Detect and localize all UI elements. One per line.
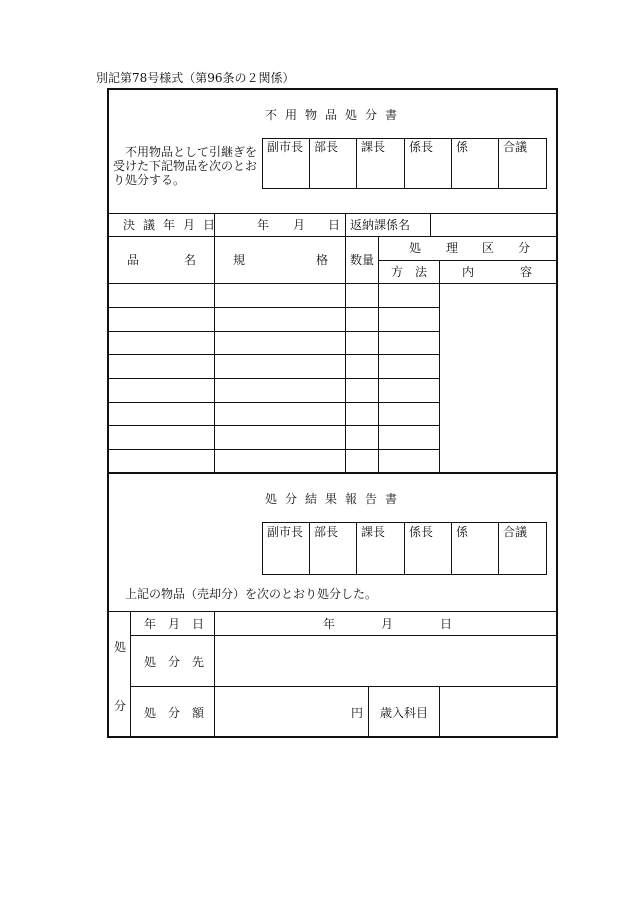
disposal-title: 不用物品処分書 xyxy=(264,108,405,122)
disposal-intro-line-2: 受けた下記物品を次のとお xyxy=(113,159,258,173)
disposal-approval-chief: 係長 xyxy=(409,140,434,154)
report-approval-manager: 課長 xyxy=(361,525,386,539)
decision-date-year: 年 xyxy=(257,218,270,232)
col-item-2: 名 xyxy=(184,253,197,267)
report-approval-chief: 係長 xyxy=(409,525,434,539)
disposal-approval-vice-mayor: 副市長 xyxy=(267,140,304,154)
report-amount-label: 処 分 額 xyxy=(144,706,205,720)
col-item-1: 品 xyxy=(127,253,140,267)
report-title: 処分結果報告書 xyxy=(264,492,405,506)
col-content-2: 容 xyxy=(520,265,533,279)
col-category-2: 理 xyxy=(446,241,459,255)
col-quantity: 数量 xyxy=(350,253,375,267)
decision-date-month: 月 xyxy=(293,218,306,232)
disposal-approval-consult: 合議 xyxy=(503,140,528,154)
col-category-3: 区 xyxy=(482,241,495,255)
report-date-label: 年 月 日 xyxy=(144,617,205,631)
report-approval-staff: 係 xyxy=(456,525,469,539)
report-side-label-bottom: 分 xyxy=(114,699,127,713)
disposal-intro-line-1: 不用物品として引継ぎを xyxy=(125,145,258,159)
report-approval-vice-mayor: 副市長 xyxy=(267,525,304,539)
decision-date-day: 日 xyxy=(328,218,341,232)
col-category-1: 処 xyxy=(409,241,422,255)
col-method: 方 法 xyxy=(391,265,428,279)
report-destination-label: 処 分 先 xyxy=(144,655,205,669)
report-date-month: 月 xyxy=(381,617,394,631)
disposal-intro-line-3: り処分する。 xyxy=(113,173,186,187)
report-side-label-top: 処 xyxy=(114,640,127,654)
report-approval-consult: 合議 xyxy=(503,525,528,539)
report-statement: 上記の物品（売却分）を次のとおり処分した。 xyxy=(125,587,378,601)
report-date-year: 年 xyxy=(323,617,336,631)
disposal-approval-manager: 課長 xyxy=(361,140,386,154)
disposal-approval-staff: 係 xyxy=(456,140,469,154)
report-date-day: 日 xyxy=(440,617,453,631)
col-spec-2: 格 xyxy=(316,253,329,267)
decision-date-label: 決議年月日 xyxy=(123,218,224,232)
return-section-label: 返納課係名 xyxy=(350,218,411,232)
col-content-1: 内 xyxy=(462,265,475,279)
col-spec-1: 規 xyxy=(233,253,246,267)
report-revenue-item-label: 歳入科目 xyxy=(380,706,429,720)
form-id: 別記第78号様式（第96条の２関係） xyxy=(96,71,295,85)
report-yen: 円 xyxy=(351,706,364,720)
disposal-approval-director: 部長 xyxy=(314,140,339,154)
report-approval-director: 部長 xyxy=(314,525,339,539)
col-category-4: 分 xyxy=(518,241,531,255)
